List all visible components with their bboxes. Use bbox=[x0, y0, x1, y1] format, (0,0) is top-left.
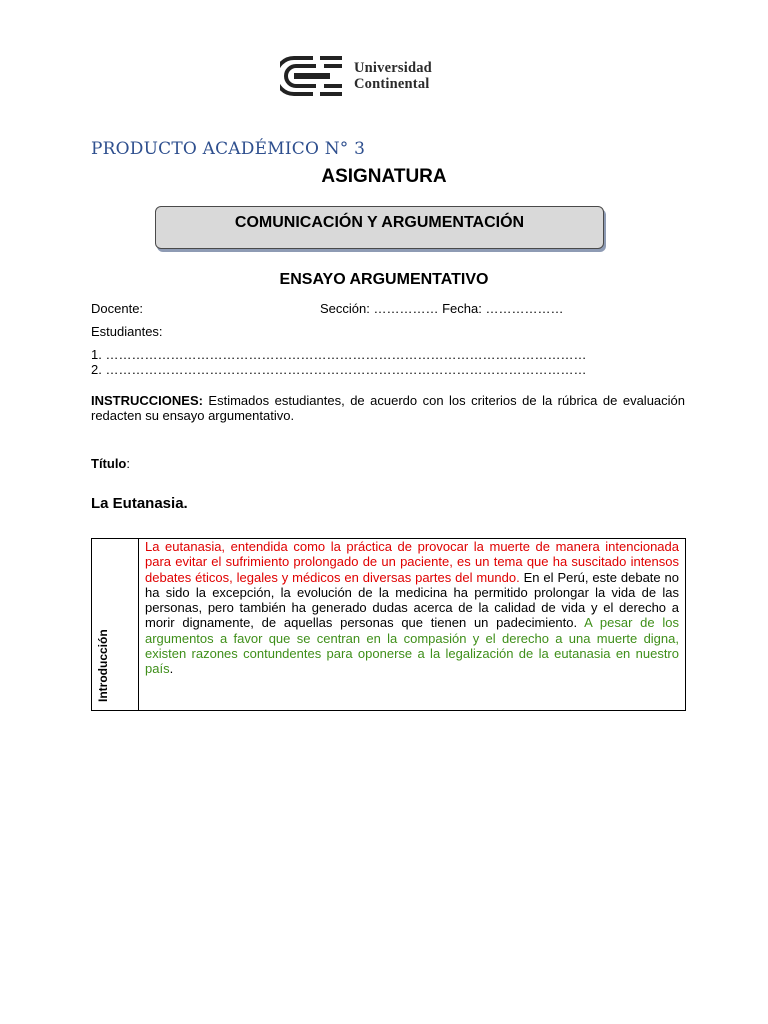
estudiantes-label: Estudiantes: bbox=[91, 324, 163, 339]
logo-line-1: Universidad bbox=[354, 60, 432, 76]
university-logo-icon bbox=[280, 55, 346, 97]
titulo-label bbox=[91, 456, 130, 471]
university-logo bbox=[280, 54, 460, 98]
instructions-text: Estimados estudiantes, de acuerdo con los criterios de la rúbrica de evaluación redacten su ensayo argumentativo. bbox=[91, 393, 685, 423]
seccion-fecha-field: Sección: …………… Fecha: ……………… bbox=[320, 301, 564, 316]
essay-title: La Eutanasia. bbox=[91, 495, 188, 512]
producto-academico-heading: PRODUCTO ACADÉMICO N° 3 bbox=[91, 139, 366, 159]
instructions-label: INSTRUCCIONES: bbox=[91, 393, 203, 408]
intro-text-end: . bbox=[169, 661, 174, 677]
student-line-2: 2. ………………………………………………………………………………………………… bbox=[91, 362, 587, 377]
course-name: COMUNICACIÓN Y ARGUMENTACIÓN bbox=[234, 214, 525, 231]
intro-text-green: A pesar de los argumentos a favor que se centran en la compasión y el derecho a una muerte digna, existen razones contundentes para oponerse a la legalización de la eutanasia en nuestro país bbox=[145, 615, 679, 677]
logo-wordmark bbox=[354, 60, 432, 92]
intro-text-red: La eutanasia, entendida como la práctica de provocar la muerte de manera intencionada para evitar el sufrimiento prolongado de un paciente, es un tema que ha suscitado intensos debates éticos, legales y médicos en diversas partes del mundo. bbox=[145, 539, 679, 585]
course-name-box bbox=[155, 206, 604, 249]
introduction-text bbox=[145, 539, 679, 677]
asignatura-heading: ASIGNATURA bbox=[321, 166, 447, 187]
introduction-table bbox=[91, 538, 686, 711]
titulo-label-text: Título bbox=[91, 456, 127, 471]
logo-line-2: Continental bbox=[354, 76, 430, 92]
introduction-label: Introducción bbox=[96, 629, 110, 702]
docente-field: Docente: bbox=[91, 301, 144, 316]
instructions-paragraph bbox=[91, 393, 685, 423]
introduction-label-cell bbox=[92, 539, 139, 710]
document-type-heading: ENSAYO ARGUMENTATIVO bbox=[279, 271, 489, 288]
intro-text-black: En el Perú, este debate no ha sido la excepción, la evolución de la medicina ha permitido prolongar la vida de las personas, pero también ha generado dudas acerca de la calidad de vida y el derecho a morir dignamente, de aquellas personas que tienen un padecimiento. bbox=[145, 569, 680, 631]
student-line-1: 1. ………………………………………………………………………………………………… bbox=[91, 347, 587, 362]
titulo-colon: : bbox=[126, 456, 131, 471]
